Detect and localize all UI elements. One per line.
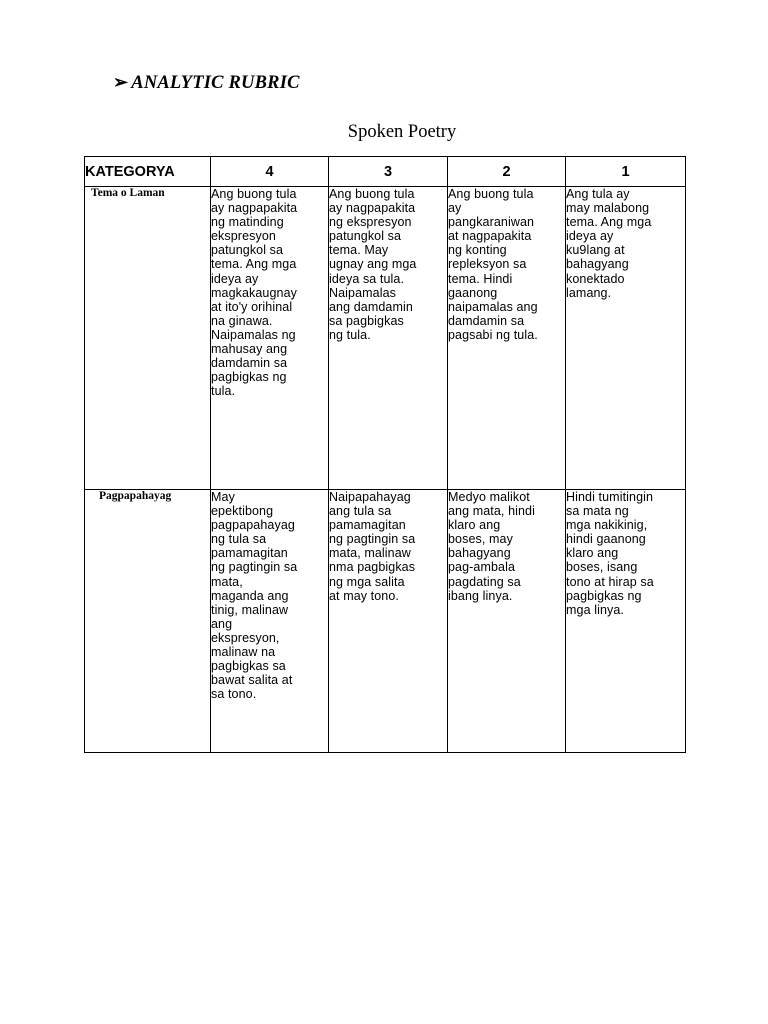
descriptor-line: pagbigkas ng bbox=[566, 588, 642, 603]
table-header-row bbox=[85, 157, 686, 187]
descriptor-line: Ang buong tula bbox=[211, 187, 297, 201]
descriptor-line: tinig, malinaw bbox=[211, 602, 289, 617]
descriptor-line: bahagyang bbox=[566, 257, 629, 272]
descriptor-line: maganda ang bbox=[211, 588, 289, 603]
header-score-1: 1 bbox=[566, 157, 686, 187]
descriptor-line: pamamagitan bbox=[329, 518, 406, 533]
header-kategorya: KATEGORYA bbox=[85, 157, 211, 187]
descriptor-line: magkakaugnay bbox=[211, 285, 297, 300]
descriptor-line: malinaw na bbox=[211, 645, 276, 660]
descriptor-line: ay nagpapakita bbox=[211, 201, 298, 216]
descriptor-line: damdamin sa bbox=[448, 313, 525, 328]
descriptor-line: damdamin sa bbox=[211, 356, 288, 371]
descriptor-line: tema. Ang mga bbox=[211, 257, 297, 272]
descriptor-line: nma pagbigkas bbox=[329, 560, 416, 575]
descriptor-line: bahagyang bbox=[448, 546, 511, 561]
descriptor-cell bbox=[566, 490, 686, 753]
descriptor-line: pagdating sa bbox=[448, 574, 521, 589]
descriptor-cell bbox=[566, 187, 686, 490]
descriptor-line: ang damdamin bbox=[329, 299, 413, 314]
descriptor-line: mga nakikinig, bbox=[566, 518, 648, 533]
descriptor-line: patungkol sa bbox=[329, 229, 402, 244]
descriptor-line: ng matinding bbox=[211, 215, 284, 230]
descriptor-line: pagpapahayag bbox=[211, 518, 295, 533]
descriptor-line: pagsabi ng tula. bbox=[448, 327, 538, 342]
descriptor-line: mga linya. bbox=[566, 602, 624, 617]
descriptor-line: ay nagpapakita bbox=[329, 201, 416, 216]
descriptor-line: pag-ambala bbox=[448, 560, 516, 575]
table-row bbox=[85, 187, 686, 490]
descriptor-line: mata, bbox=[211, 574, 243, 589]
arrow-bullet-icon: ➢ bbox=[113, 72, 129, 92]
descriptor-line: at nagpapakita bbox=[448, 229, 532, 244]
descriptor-line: bawat salita at bbox=[211, 673, 293, 688]
rubric-heading bbox=[113, 72, 300, 94]
descriptor-line: Hindi tumitingin bbox=[566, 490, 654, 504]
descriptor-line: pangkaraniwan bbox=[448, 215, 535, 230]
descriptor-line: epektibong bbox=[211, 504, 274, 519]
header-score-4: 4 bbox=[211, 157, 329, 187]
descriptor-line: ang mata, hindi bbox=[448, 504, 535, 519]
descriptor-line: Naipamalas bbox=[329, 285, 397, 300]
descriptor-line: konektado bbox=[566, 271, 625, 286]
descriptor-line: ugnay ang mga bbox=[329, 257, 417, 272]
descriptor-line: ng mga salita bbox=[329, 574, 405, 589]
descriptor-line: mata, malinaw bbox=[329, 546, 411, 561]
descriptor-line: tula. bbox=[211, 384, 236, 399]
descriptor-line: tono at hirap sa bbox=[566, 574, 654, 589]
header-score-2: 2 bbox=[448, 157, 566, 187]
descriptor-line: ay bbox=[448, 201, 462, 216]
descriptor-line: hindi gaanong bbox=[566, 532, 646, 547]
descriptor-line: ng pagtingin sa bbox=[329, 532, 416, 547]
descriptor-line: sa tono. bbox=[211, 687, 257, 702]
descriptor-line: ibang linya. bbox=[448, 588, 513, 603]
descriptor-line: pagbigkas ng bbox=[211, 370, 287, 385]
descriptor-line: mahusay ang bbox=[211, 342, 288, 357]
descriptor-cell bbox=[211, 187, 329, 490]
descriptor-line: ekspresyon bbox=[211, 229, 276, 244]
category-cell: Pagpapahayag bbox=[85, 490, 211, 753]
descriptor-line: ng ekspresyon bbox=[329, 215, 412, 230]
descriptor-line: tema. Hindi bbox=[448, 271, 513, 286]
descriptor-line: boses, isang bbox=[566, 560, 638, 575]
descriptor-line: Naipapahayag bbox=[329, 490, 411, 504]
descriptor-line: ng konting bbox=[448, 243, 507, 258]
descriptor-cell bbox=[329, 490, 448, 753]
descriptor-cell bbox=[448, 187, 566, 490]
descriptor-line: Ang buong tula bbox=[329, 187, 415, 201]
category-cell: Tema o Laman bbox=[85, 187, 211, 490]
descriptor-line: may malabong bbox=[566, 201, 650, 216]
descriptor-cell bbox=[329, 187, 448, 490]
descriptor-line: ku9lang at bbox=[566, 243, 625, 258]
descriptor-line: Ang tula ay bbox=[566, 187, 630, 201]
descriptor-line: ng tula sa bbox=[211, 532, 267, 547]
descriptor-line: klaro ang bbox=[566, 546, 619, 561]
descriptor-line: ng tula. bbox=[329, 327, 371, 342]
descriptor-line: repleksyon sa bbox=[448, 257, 527, 272]
descriptor-line: sa mata ng bbox=[566, 504, 629, 519]
descriptor-line: na ginawa. bbox=[211, 313, 273, 328]
descriptor-line: pamamagitan bbox=[211, 546, 288, 561]
rubric-subtitle: Spoken Poetry bbox=[347, 122, 457, 142]
descriptor-line: pagbigkas sa bbox=[211, 659, 286, 674]
descriptor-line: ekspresyon, bbox=[211, 630, 280, 645]
descriptor-line: ideya ay bbox=[566, 229, 614, 244]
descriptor-line: Medyo malikot bbox=[448, 490, 530, 504]
descriptor-line: Naipamalas ng bbox=[211, 327, 296, 342]
descriptor-line: gaanong bbox=[448, 285, 498, 300]
descriptor-line: ideya sa tula. bbox=[329, 271, 405, 286]
descriptor-cell bbox=[448, 490, 566, 753]
table-row bbox=[85, 490, 686, 753]
descriptor-line: naipamalas ang bbox=[448, 299, 538, 314]
descriptor-line: ang bbox=[211, 616, 233, 631]
descriptor-line: at ito'y orihinal bbox=[211, 299, 293, 314]
rubric-table bbox=[84, 156, 686, 753]
descriptor-line: tema. May bbox=[329, 243, 389, 258]
descriptor-line: ideya ay bbox=[211, 271, 259, 286]
descriptor-line: boses, may bbox=[448, 532, 513, 547]
rubric-heading-text: ANALYTIC RUBRIC bbox=[131, 73, 300, 93]
descriptor-line: klaro ang bbox=[448, 518, 501, 533]
descriptor-line: at may tono. bbox=[329, 588, 399, 603]
descriptor-line: Ang buong tula bbox=[448, 187, 534, 201]
descriptor-line: ang tula sa bbox=[329, 504, 392, 519]
descriptor-line: ng pagtingin sa bbox=[211, 560, 298, 575]
descriptor-line: tema. Ang mga bbox=[566, 215, 652, 230]
descriptor-line: patungkol sa bbox=[211, 243, 284, 258]
descriptor-cell bbox=[211, 490, 329, 753]
descriptor-line: lamang. bbox=[566, 285, 612, 300]
header-score-3: 3 bbox=[329, 157, 448, 187]
descriptor-line: May bbox=[211, 490, 235, 504]
descriptor-line: sa pagbigkas bbox=[329, 313, 404, 328]
